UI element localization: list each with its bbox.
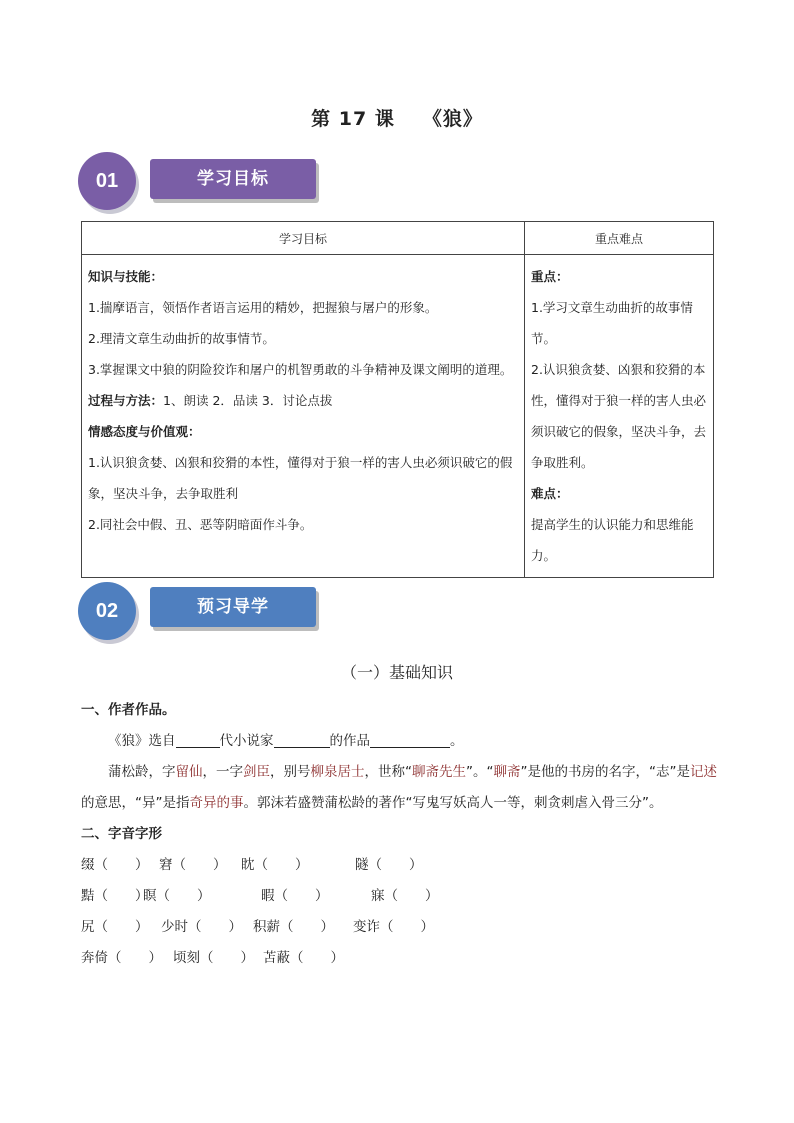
knowledge-title: 知识与技能： (88, 269, 164, 284)
table-row (82, 255, 714, 578)
question-title: 二、字音字形 (81, 826, 162, 842)
difficulty-title: 难点： (531, 486, 569, 501)
difficulty-text: 提高学生的认识能力和思维能力。 (531, 517, 694, 563)
key-title: 重点： (531, 269, 569, 284)
section-label: 学习目标 (150, 159, 316, 199)
goals-table (81, 221, 714, 578)
process-title: 过程与方法： (88, 393, 164, 408)
process-text: 1、朗读 2．品读 3．讨论点拔 (163, 393, 333, 408)
pinyin-row: 黠（ ）瞑（ ） 暇（ ） 寐（ ） (81, 888, 439, 904)
pinyin-row: 尻（ ） 少时（ ） 积薪（ ） 变诈（ ） (81, 919, 434, 935)
emotion-item: 1.认识狼贪婪、凶狠和狡猾的本性，懂得对于狼一样的害人虫必须识破它的假象，坚决斗争，去争取胜利 (88, 455, 513, 501)
lesson-number: 第 17 课 (311, 108, 395, 130)
content-body (81, 695, 721, 974)
goals-cell (82, 255, 525, 578)
page-title (0, 104, 794, 131)
key-item: 2.认识狼贪婪、凶狠和狡猾的本性，懂得对于狼一样的害人虫必须识破它的假象，坚决斗争，去争取胜利。 (531, 362, 707, 470)
emotion-item: 2.同社会中假、丑、恶等阴暗面作斗争。 (88, 517, 313, 532)
question-title: 一、作者作品。 (81, 702, 176, 718)
section-header-goals (78, 152, 328, 212)
section-number-badge: 01 (78, 152, 136, 210)
header-goals: 学习目标 (82, 222, 525, 255)
fill-blank-line: 《狼》选自 代小说家 的作品 。 (108, 733, 464, 749)
emotion-title: 情感态度与价值观： (88, 424, 201, 439)
lesson-title: 《狼》 (422, 108, 483, 130)
subsection-title: （一）基础知识 (340, 663, 453, 682)
knowledge-item: 2.理清文章生动曲折的故事情节。 (88, 331, 275, 346)
pinyin-row: 奔倚（ ） 顷刻（ ） 苫蔽（ ） (81, 950, 344, 966)
knowledge-item: 3.掌握课文中狼的阴险狡诈和屠户的机智勇敢的斗争精神及课文阐明的道理。 (88, 362, 513, 377)
author-paragraph: 蒲松龄，字留仙，一字剑臣，别号柳泉居士，世称“聊斋先生”。“聊斋”是他的书房的名字，“志”是记述的意思，“异”是指奇异的事。郭沫若盛赞蒲松龄的著作“写鬼写妖高人一等，刺贪刺虐入骨三分”。 (81, 764, 717, 811)
header-key-points: 重点难点 (525, 222, 714, 255)
pinyin-row: 缀（ ） 窘（ ） 眈（ ） 隧（ ） (81, 857, 423, 873)
section-label: 预习导学 (150, 587, 316, 627)
process-line (88, 385, 518, 416)
blank[interactable] (274, 731, 330, 748)
table-header-row (82, 222, 714, 255)
section-header-preview (78, 582, 328, 642)
knowledge-item: 1.揣摩语言，领悟作者语言运用的精妙，把握狼与屠户的形象。 (88, 300, 438, 315)
key-points-cell (525, 255, 714, 578)
blank[interactable] (176, 731, 220, 748)
blank[interactable] (370, 731, 450, 748)
section-number-badge: 02 (78, 582, 136, 640)
key-item: 1.学习文章生动曲折的故事情节。 (531, 300, 693, 346)
